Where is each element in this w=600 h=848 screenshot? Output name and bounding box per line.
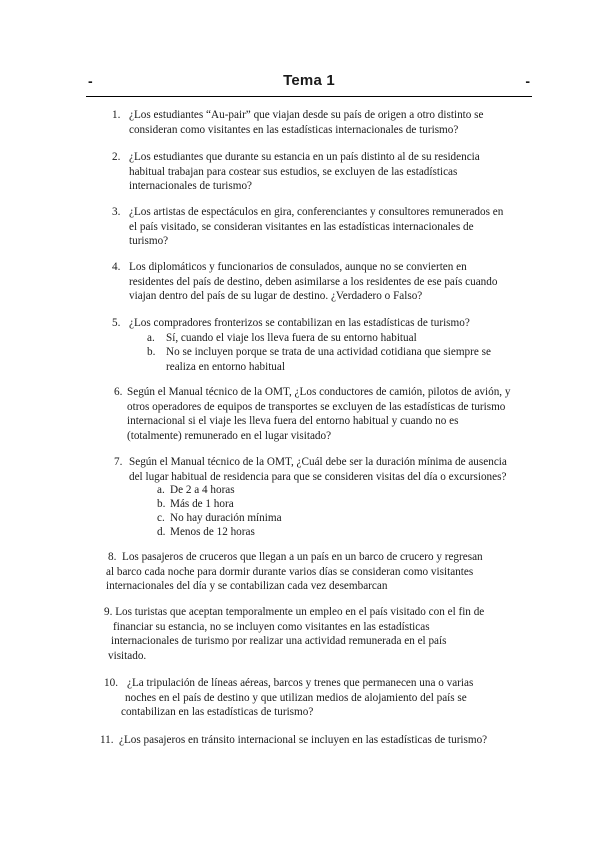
question-number: 3. bbox=[112, 206, 121, 218]
question-9 bbox=[104, 605, 554, 663]
header-right-dash: - bbox=[525, 73, 530, 89]
question-number: 9. bbox=[104, 606, 113, 618]
question-line: ¿La tripulación de líneas aéreas, barcos y trenes que permanecen una o varias bbox=[127, 677, 474, 689]
option-letter: d. bbox=[157, 526, 166, 538]
question-10 bbox=[104, 676, 554, 720]
question-line: noches en el país de destino y que utilizan medios de alojamiento del país se bbox=[125, 691, 467, 704]
option-line: Más de 1 hora bbox=[170, 498, 234, 510]
question-8 bbox=[108, 550, 558, 594]
question-line: Según el Manual técnico de la OMT, ¿Cuál debe ser la duración mínima de ausencia bbox=[129, 456, 507, 468]
question-line: internacionales del día y se contabilizan cada vez desembarcan bbox=[106, 580, 388, 593]
option-7d bbox=[157, 525, 457, 540]
option-letter: a. bbox=[157, 484, 165, 496]
option-line: Menos de 12 horas bbox=[170, 526, 255, 538]
question-line: ¿Los estudiantes “Au-pair” que viajan desde su país de origen a otro distinto se bbox=[129, 109, 484, 121]
page-header bbox=[86, 74, 532, 97]
question-2 bbox=[112, 150, 552, 194]
option-letter: a. bbox=[147, 332, 155, 344]
question-5 bbox=[112, 316, 552, 331]
question-line: internacionales de turismo por realizar una actividad remunerada en el país bbox=[111, 635, 447, 648]
question-line: visitado. bbox=[108, 649, 147, 662]
question-7 bbox=[114, 455, 554, 484]
question-line: el país visitado, se consideran visitantes en las estadísticas internacionales de bbox=[129, 220, 474, 233]
question-number: 8. bbox=[108, 551, 117, 563]
question-line: turismo? bbox=[129, 235, 169, 248]
question-4 bbox=[112, 260, 552, 304]
question-line: internacionales de turismo? bbox=[129, 180, 253, 193]
option-5a bbox=[147, 331, 547, 346]
question-number: 1. bbox=[112, 109, 121, 121]
question-line: del lugar habitual de residencia para que se consideren visitas del día o excursiones? bbox=[129, 470, 507, 483]
question-number: 6. bbox=[114, 386, 123, 398]
question-1 bbox=[112, 108, 552, 137]
question-line: ¿Los artistas de espectáculos en gira, conferenciantes y consultores remunerados en bbox=[129, 206, 504, 218]
option-line: realiza en entorno habitual bbox=[166, 360, 285, 373]
option-letter: b. bbox=[157, 498, 166, 510]
option-7a bbox=[157, 483, 457, 498]
question-line: viajan dentro del país de su lugar de destino. ¿Verdadero o Falso? bbox=[129, 290, 423, 303]
question-line: 9. Los turistas que aceptan temporalmente un empleo en el país visitado con el fin de bbox=[104, 606, 485, 618]
option-letter: b. bbox=[147, 346, 156, 358]
question-number: 10. bbox=[104, 677, 118, 689]
header-left-dash: - bbox=[88, 73, 93, 89]
question-line: internacional si el viaje les lleva fuera del entorno habitual y cuando no es bbox=[127, 415, 459, 428]
option-5b bbox=[147, 345, 547, 374]
question-number: 7. bbox=[114, 456, 123, 468]
question-number: 2. bbox=[112, 151, 121, 163]
option-line: Sí, cuando el viaje los lleva fuera de su entorno habitual bbox=[166, 332, 417, 344]
question-line: ¿Los compradores fronterizos se contabilizan en las estadísticas de turismo? bbox=[129, 317, 470, 329]
question-3 bbox=[112, 205, 552, 249]
question-line: al barco cada noche para dormir durante varios días se consideran como visitantes bbox=[106, 565, 474, 578]
question-line: otros operadores de equipos de transportes se excluyen de las estadísticas de turismo bbox=[127, 400, 506, 413]
page-title: Tema 1 bbox=[283, 72, 335, 89]
question-line: 8. Los pasajeros de cruceros que llegan a un país en un barco de crucero y regresan bbox=[108, 551, 483, 563]
option-letter: c. bbox=[157, 512, 165, 524]
question-6 bbox=[114, 385, 554, 443]
question-line: consideran como visitantes en las estadísticas internacionales de turismo? bbox=[129, 123, 459, 136]
question-line: ¿Los pasajeros en tránsito internacional se incluyen en las estadísticas de turismo? bbox=[119, 734, 488, 746]
question-line: habitual trabajan para costear sus estudios, se excluyen de las estadísticas bbox=[129, 165, 458, 178]
question-number: 5. bbox=[112, 317, 121, 329]
question-number: 4. bbox=[112, 261, 121, 273]
option-7c bbox=[157, 511, 457, 526]
question-line: ¿Los estudiantes que durante su estancia en un país distinto al de su residencia bbox=[129, 151, 480, 163]
question-line: residentes del país de destino, deben asimilarse a los residentes de ese país cuando bbox=[129, 275, 498, 288]
option-line: De 2 a 4 horas bbox=[170, 484, 235, 496]
question-line: Según el Manual técnico de la OMT, ¿Los conductores de camión, pilotos de avión, y bbox=[127, 386, 511, 398]
question-line: (totalmente) remunerado en el lugar visitado? bbox=[127, 429, 332, 442]
question-11 bbox=[100, 733, 560, 748]
question-line: Los diplomáticos y funcionarios de consulados, aunque no se convierten en bbox=[129, 261, 467, 273]
option-line: No hay duración mínima bbox=[170, 512, 282, 524]
question-number: 11. bbox=[100, 734, 114, 746]
question-line: contabilizan en las estadísticas de turismo? bbox=[121, 706, 314, 719]
option-7b bbox=[157, 497, 457, 512]
option-line: No se incluyen porque se trata de una actividad cotidiana que siempre se bbox=[166, 346, 491, 358]
question-line: financiar su estancia, no se incluyen como visitantes en las estadísticas bbox=[113, 620, 430, 633]
